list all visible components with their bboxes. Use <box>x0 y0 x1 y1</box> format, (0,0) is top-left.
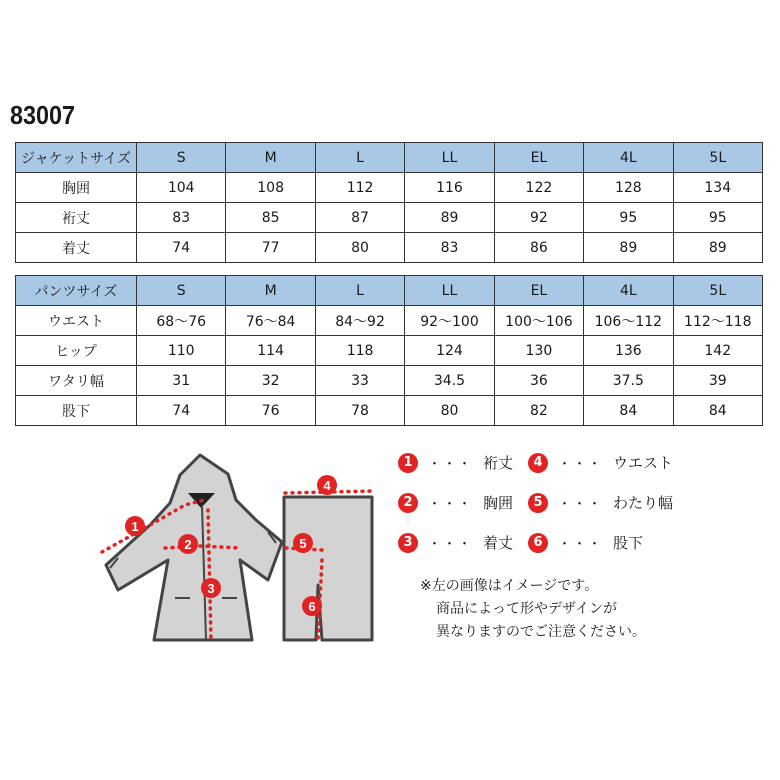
table-cell: 84 <box>673 396 762 426</box>
table-header-row <box>16 276 763 306</box>
header-cell: M <box>226 143 315 173</box>
header-cell: S <box>137 276 226 306</box>
table-cell: 124 <box>405 336 494 366</box>
marker-3-label: 3 <box>207 581 215 596</box>
table-row <box>16 336 763 366</box>
table-cell: 136 <box>584 336 673 366</box>
table-cell: 39 <box>673 366 762 396</box>
marker-6 <box>302 596 322 616</box>
table-cell: 74 <box>137 396 226 426</box>
legend-item <box>398 532 513 553</box>
row-label: ワタリ幅 <box>16 366 137 396</box>
header-cell: 5L <box>673 143 762 173</box>
table-cell: 83 <box>137 203 226 233</box>
table-cell: 76〜84 <box>226 306 315 336</box>
legend-number-badge: 4 <box>528 453 548 473</box>
legend-number-badge: 5 <box>528 493 548 513</box>
legend-label: 股下 <box>613 534 644 552</box>
table-cell: 33 <box>315 366 404 396</box>
table-cell: 89 <box>673 233 762 263</box>
legend-number-badge: 2 <box>398 493 418 513</box>
legend-number-badge: 6 <box>528 533 548 553</box>
marker-2 <box>178 534 198 554</box>
table-cell: 95 <box>673 203 762 233</box>
table-cell: 68〜76 <box>137 306 226 336</box>
table-cell: 95 <box>584 203 673 233</box>
marker-4 <box>317 475 337 495</box>
table-row <box>16 233 763 263</box>
legend-label: ウエスト <box>613 454 674 472</box>
header-cell: EL <box>494 276 583 306</box>
header-cell: S <box>137 143 226 173</box>
jacket-size-table <box>15 142 763 263</box>
table-cell: 100〜106 <box>494 306 583 336</box>
marker-6-label: 6 <box>308 599 316 614</box>
table-cell: 80 <box>405 396 494 426</box>
legend-dots: ・・・ <box>558 497 604 512</box>
table-cell: 89 <box>584 233 673 263</box>
table-cell: 104 <box>137 173 226 203</box>
marker-5-label: 5 <box>299 536 307 551</box>
pants-illustration <box>284 497 372 640</box>
table-cell: 82 <box>494 396 583 426</box>
image-note-line-2: 商品によって形やデザインが <box>436 601 618 617</box>
table-header-row <box>16 143 763 173</box>
table-cell: 114 <box>226 336 315 366</box>
legend-label: わたり幅 <box>613 494 674 512</box>
table-cell: 85 <box>226 203 315 233</box>
header-cell: L <box>315 143 404 173</box>
header-cell: LL <box>405 143 494 173</box>
table-cell: 77 <box>226 233 315 263</box>
pants-size-table <box>15 275 763 426</box>
row-label: 裄丈 <box>16 203 137 233</box>
garment-diagram <box>0 440 400 660</box>
table-cell: 118 <box>315 336 404 366</box>
table-cell: 130 <box>494 336 583 366</box>
header-cell: LL <box>405 276 494 306</box>
marker-3 <box>201 578 221 598</box>
table-cell: 31 <box>137 366 226 396</box>
table-row <box>16 366 763 396</box>
legend-label: 裄丈 <box>483 454 514 472</box>
table-cell: 76 <box>226 396 315 426</box>
table-cell: 92 <box>494 203 583 233</box>
row-label: ウエスト <box>16 306 137 336</box>
table-cell: 87 <box>315 203 404 233</box>
table-cell: 89 <box>405 203 494 233</box>
legend-dots: ・・・ <box>428 537 474 552</box>
legend-item <box>528 492 673 513</box>
legend-number-badge: 1 <box>398 453 418 473</box>
legend-dots: ・・・ <box>558 457 604 472</box>
table-cell: 86 <box>494 233 583 263</box>
legend-item <box>528 452 673 473</box>
table-cell: 134 <box>673 173 762 203</box>
header-cell: パンツサイズ <box>16 276 137 306</box>
table-cell: 92〜100 <box>405 306 494 336</box>
table-cell: 80 <box>315 233 404 263</box>
table-cell: 128 <box>584 173 673 203</box>
table-row <box>16 306 763 336</box>
table-cell: 112 <box>315 173 404 203</box>
model-number: 83007 <box>10 100 76 130</box>
row-label: 着丈 <box>16 233 137 263</box>
header-cell: 4L <box>584 276 673 306</box>
header-cell: 4L <box>584 143 673 173</box>
table-cell: 34.5 <box>405 366 494 396</box>
image-note-line-3: 異なりますのでご注意ください。 <box>436 624 646 640</box>
table-row <box>16 203 763 233</box>
row-label: 股下 <box>16 396 137 426</box>
table-cell: 110 <box>137 336 226 366</box>
legend-item <box>528 532 643 553</box>
header-cell: EL <box>494 143 583 173</box>
table-cell: 112〜118 <box>673 306 762 336</box>
table-cell: 78 <box>315 396 404 426</box>
legend-dots: ・・・ <box>428 457 474 472</box>
legend-item <box>398 492 513 513</box>
table-cell: 84 <box>584 396 673 426</box>
legend-number-badge: 3 <box>398 533 418 553</box>
table-cell: 122 <box>494 173 583 203</box>
table-cell: 36 <box>494 366 583 396</box>
marker-4-label: 4 <box>323 478 331 493</box>
marker-5 <box>293 533 313 553</box>
image-note-line-1: ※左の画像はイメージです。 <box>420 578 599 594</box>
header-cell: ジャケットサイズ <box>16 143 137 173</box>
table-row <box>16 396 763 426</box>
header-cell: M <box>226 276 315 306</box>
row-label: 胸囲 <box>16 173 137 203</box>
table-cell: 84〜92 <box>315 306 404 336</box>
legend-dots: ・・・ <box>558 537 604 552</box>
header-cell: 5L <box>673 276 762 306</box>
table-cell: 142 <box>673 336 762 366</box>
legend-label: 胸囲 <box>483 494 514 512</box>
legend-dots: ・・・ <box>428 497 474 512</box>
legend-item <box>398 452 513 473</box>
table-cell: 108 <box>226 173 315 203</box>
marker-2-label: 2 <box>184 537 192 552</box>
marker-1 <box>125 516 145 536</box>
table-cell: 106〜112 <box>584 306 673 336</box>
table-cell: 74 <box>137 233 226 263</box>
header-cell: L <box>315 276 404 306</box>
legend-label: 着丈 <box>483 534 514 552</box>
table-cell: 32 <box>226 366 315 396</box>
table-row <box>16 173 763 203</box>
marker-1-label: 1 <box>131 519 139 534</box>
row-label: ヒップ <box>16 336 137 366</box>
table-cell: 37.5 <box>584 366 673 396</box>
table-cell: 116 <box>405 173 494 203</box>
table-cell: 83 <box>405 233 494 263</box>
